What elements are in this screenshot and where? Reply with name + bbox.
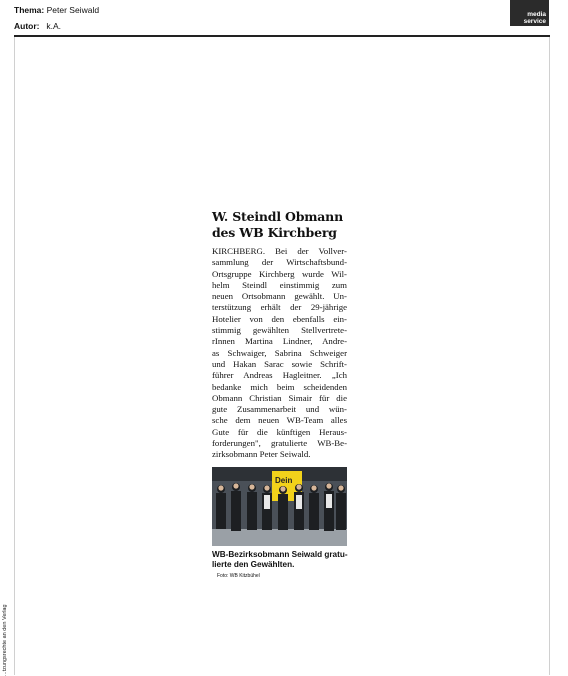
article-headline	[212, 209, 347, 240]
logo-line-2: service	[523, 18, 546, 25]
caption-line-with-credit	[212, 560, 347, 581]
article-body-line: sammlung der Wirtschaftsbund-	[212, 257, 347, 268]
article-body-line: helm Steindl einstimmig zum	[212, 279, 347, 290]
article-body-line: Obmann Christian Simair für die	[212, 392, 347, 403]
headline-line: W. Steindl Obmann	[212, 209, 343, 224]
headline-line: des WB Kirchberg	[212, 224, 337, 240]
copyright-side-text: ...tzungsrechte an den Verlag	[2, 604, 8, 676]
group-photo-illustration	[212, 467, 347, 546]
article-body-line: gute Zusammenarbeit und wün-	[212, 404, 347, 415]
article-body-line: sche dem neuen WB-Team alles	[212, 415, 347, 426]
article-body-line: neuen Ortsobmann gewählt. Un-	[212, 291, 347, 302]
frame-right-border	[549, 37, 550, 675]
article-body-line: bedanke mich beim scheidenden	[212, 381, 347, 392]
article-body-line: Hotelier von den ebenfalls ein-	[212, 313, 347, 324]
article-body-line: terstützung erhält der 29-jährige	[212, 302, 347, 313]
article	[212, 209, 347, 581]
article-body-line: as Schwaiger, Sabrina Schweiger	[212, 347, 347, 358]
article-body-line: KIRCHBERG. Bei der Vollver-	[212, 246, 347, 256]
caption-line: WB-Bezirksobmann Seiwald gratu-	[212, 549, 348, 559]
article-body-line: zirksobmann Peter Seiwald.	[212, 449, 311, 460]
logo-line-1: media	[527, 11, 546, 18]
article-body-line: Gute für die künftigen Heraus-	[212, 426, 347, 437]
article-body-line: Ortsgruppe Kirchberg wurde Wil-	[212, 268, 347, 279]
photo-credit: Foto: WB Kitzbühel	[217, 572, 260, 579]
frame-left-border	[14, 37, 15, 675]
autor-value: k.A.	[46, 21, 62, 31]
meta-thema	[14, 5, 99, 16]
thema-label: Thema:	[14, 5, 45, 15]
media-service-logo	[510, 0, 549, 26]
article-body-line: und Hakan Sarac sowie Schrift-	[212, 358, 347, 369]
article-body-line: rInnen Martina Lindner, Andre-	[212, 336, 347, 347]
article-photo	[212, 467, 347, 546]
header-rule	[14, 35, 550, 37]
autor-label: Autor:	[14, 21, 40, 31]
photo-sign-text: Dein	[275, 475, 293, 485]
article-body-line: führer Andreas Hagleitner. „Ich	[212, 370, 347, 381]
thema-value: Peter Seiwald	[46, 5, 100, 15]
article-body-line: stimmig gewählten Stellvertrete-	[212, 325, 347, 336]
article-body	[212, 246, 347, 461]
meta-autor	[14, 21, 61, 32]
article-body-line: forderungen", gratulierte WB-Be-	[212, 438, 347, 449]
caption-line: lierte den Gewählten.	[212, 560, 295, 570]
photo-caption	[212, 550, 347, 582]
